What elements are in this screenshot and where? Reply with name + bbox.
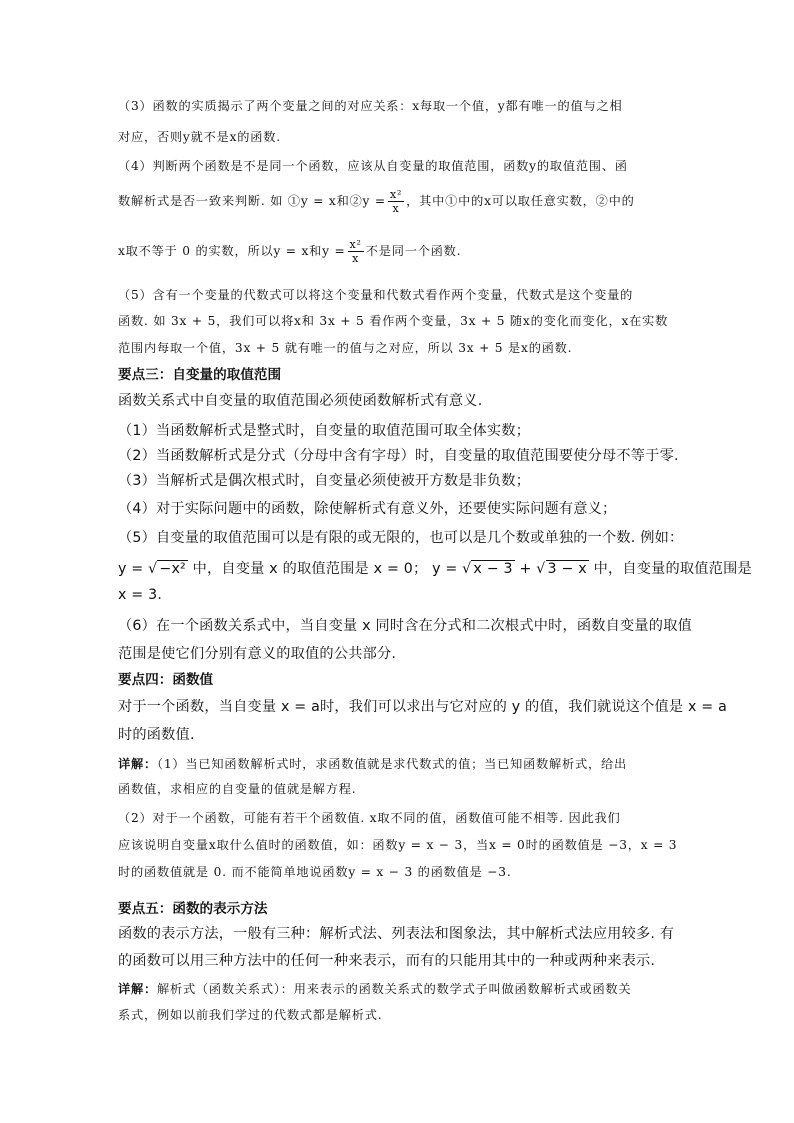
fraction-denominator: x [352,252,360,265]
paragraph-3-line-2: 对应，否则y就不是x的函数. [118,130,281,144]
section-3-intro: 函数关系式中自变量的取值范围必须使函数解析式有意义. [118,393,483,409]
paragraph-4-line-3-text-b: 不是同一个函数. [365,244,462,258]
paragraph-3-line-1: （3）函数的实质揭示了两个变量之间的对应关系：x每取一个值，y都有唯一的值与之相 [118,99,623,113]
heading-section-3: 要点三：自变量的取值范围 [118,367,282,383]
paragraph-5-line-1: （5）含有一个变量的代数式可以将这个变量和代数式看作两个变量，代数式是这个变量的 [118,288,634,302]
example-text-c: 中，自变量的取值范围是 [588,561,752,577]
section-5-detail-line-2: 系式，例如以前我们学过的代数式都是解析式. [118,1008,383,1022]
paragraph-4-line-2-text-a: 数解析式是否一致来判断. 如 ①y = x和②y = [118,194,386,208]
section-4-detail-1-line-2: 函数值，求相应的自变量的值就是解方程. [118,782,357,796]
paragraph-4-line-3-text-a: x取不等于 0 的实数，所以y = x和y = [118,244,346,258]
section-4-detail-2-line-2: 应该说明自变量x取什么值时的函数值，如：函数y = x − 3，当x = 0时的函数值是 −3，x = 3 [118,838,678,852]
section-3-item-2: （2）当函数解析式是分式（分母中含有字母）时，自变量的取值范围要使分母不等于零. [118,448,679,464]
example-text-b: 中，自变量 x 的取值范围是 x = 0； y = [187,561,463,577]
section-4-line-1: 对于一个函数，当自变量 x = a时，我们可以求出与它对应的 y 的值，我们就说这个值是 x = a [118,699,727,715]
heading-section-4: 要点四：函数值 [118,672,214,688]
detail-label: 详解： [118,982,157,996]
sqrt-neg-x-squared: −x² [159,561,186,577]
section-4-detail-2-line-1: （2）对于一个函数，可能有若干个函数值. x取不同的值，函数值可能不相等. 因此我们 [118,811,621,825]
fraction-numerator: x² [389,188,403,201]
section-3-item-5-line-2: y = √ −x² 中，自变量 x 的取值范围是 x = 0； y = √ x − 3 + √ 3 − x 中，自变量的取值范围是 [118,561,752,577]
section-5-line-1: 函数的表示方法，一般有三种：解析式法、列表法和图象法，其中解析式法应用较多. 有 [118,926,675,942]
detail-1-text: （1）当已知函数解析式时，求函数值就是求代数式的值；当已知函数解析式，给出 [156,757,627,771]
paragraph-5-line-2: 函数. 如 3x + 5，我们可以将x和 3x + 5 看作两个变量，3x + 5 随x的变化而变化，x在实数 [118,314,669,328]
section-3-item-6-line-1: （6）在一个函数关系式中，当自变量 x 同时含在分式和二次根式中时，函数自变量的取值 [118,618,692,634]
section-5-detail-line-1 [118,980,631,997]
section-3-item-6-line-2: 范围是使它们分别有意义的取值的公共部分. [118,646,397,662]
sqrt-3-minus-x: 3 − x [547,561,587,577]
example-plus: + [514,561,537,577]
sqrt-x-minus-3: x − 3 [473,561,513,577]
section-3-item-4: （4）对于实际问题中的函数，除使解析式有意义外，还要使实际问题有意义； [118,501,617,517]
paragraph-4-line-2 [118,188,635,215]
fraction-denominator: x [392,202,400,215]
detail-text: 解析式（函数关系式）：用来表示的函数关系式的数学式子叫做函数解析式或函数关 [156,982,632,996]
section-5-line-2: 的函数可以用三种方法中的任何一种来表示，而有的只能用其中的一种或两种来表示. [118,953,656,969]
paragraph-4-line-2-text-b: ，其中①中的x可以取任意实数，②中的 [406,194,635,208]
section-4-line-2: 时的函数值. [118,727,195,743]
fraction-x-squared-over-x [388,188,404,215]
section-3-item-1: （1）当函数解析式是整式时，自变量的取值范围可取全体实数； [118,423,531,439]
fraction-x-squared-over-x-2 [348,238,364,265]
paragraph-4-line-1: （4）判断两个函数是不是同一个函数，应该从自变量的取值范围，函数y的取值范围、函 [118,159,628,173]
section-3-item-5-line-1: （5）自变量的取值范围可以是有限的或无限的，也可以是几个数或单独的一个数. 例如： [118,530,684,546]
paragraph-5-line-3: 范围内每取一个值，3x + 5 就有唯一的值与之对应，所以 3x + 5 是x的函数. [118,341,573,355]
fraction-numerator: x² [349,238,362,251]
detail-label: 详解： [118,757,157,771]
section-4-detail-1-line-1 [118,755,627,772]
section-3-item-5-line-3: x = 3. [118,587,163,603]
heading-section-5: 要点五：函数的表示方法 [118,901,268,917]
section-4-detail-2-line-3: 时的函数值就是 0. 而不能简单地说函数y = x − 3 的函数值是 −3. [118,865,512,879]
section-3-item-3: （3）当解析式是偶次根式时，自变量必须使被开方数是非负数； [118,473,531,489]
example-text-a: y = [118,561,149,577]
paragraph-4-line-3 [118,238,461,265]
